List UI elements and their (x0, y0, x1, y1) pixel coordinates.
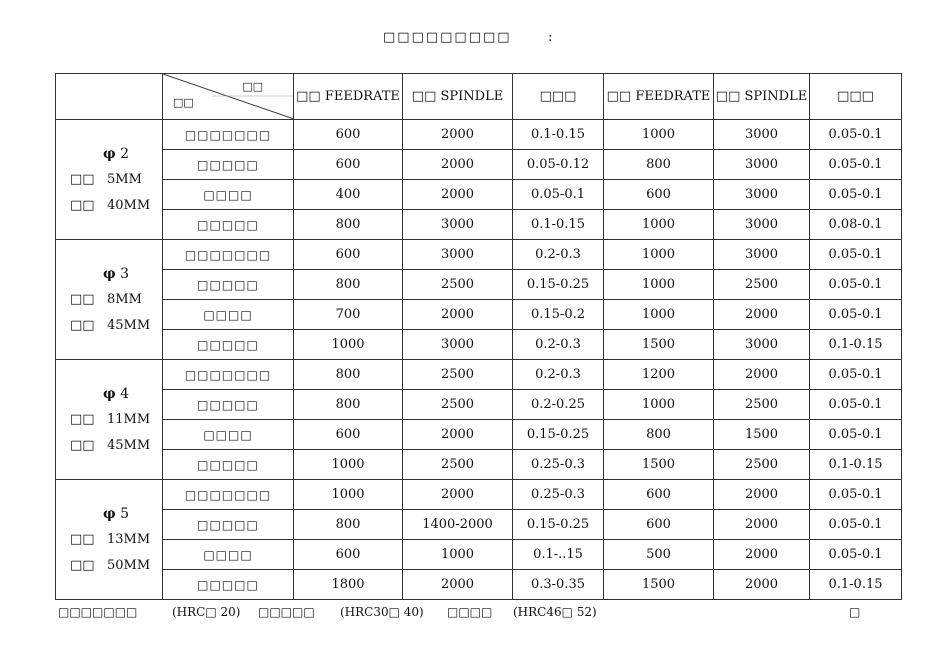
value-cell: 1000 (604, 120, 714, 150)
value-cell: 1800 (294, 570, 403, 600)
table-row (56, 390, 902, 420)
value-cell: 3000 (714, 330, 810, 360)
process-cell: □□□□ (163, 540, 294, 570)
tool-diameter-cell (56, 240, 163, 360)
value-cell: 500 (604, 540, 714, 570)
value-cell: 0.05-0.1 (810, 240, 902, 270)
process-cell: □□□□□□□ (163, 480, 294, 510)
value-cell: 1000 (604, 300, 714, 330)
value-cell: 2500 (403, 270, 513, 300)
value-cell: 1500 (604, 450, 714, 480)
table-row (56, 180, 902, 210)
table-row (56, 300, 902, 330)
value-cell: 0.05-0.1 (810, 120, 902, 150)
value-cell: 3000 (714, 240, 810, 270)
header-feedrate-2: □□ FEEDRATE (604, 74, 714, 120)
line1-label: □□ (70, 171, 95, 187)
value-cell: 1000 (604, 270, 714, 300)
tool-diameter-cell (56, 480, 163, 600)
value-cell: 2000 (714, 570, 810, 600)
value-cell: 0.05-0.1 (810, 390, 902, 420)
phi-symbol: φ (102, 505, 116, 522)
process-cell: □□□□ (163, 180, 294, 210)
value-cell: 0.05-0.1 (810, 300, 902, 330)
value-cell: 2000 (403, 150, 513, 180)
header-blank (56, 74, 163, 120)
tool-size: 5 (120, 505, 130, 522)
line1-label: □□ (70, 291, 95, 307)
value-cell: 1000 (294, 330, 403, 360)
header-feedrate-1: □□ FEEDRATE (294, 74, 403, 120)
footer-label-1: □□□□□□□ (58, 605, 138, 619)
value-cell: 2000 (403, 570, 513, 600)
value-cell: 2500 (714, 270, 810, 300)
title-colon: : (548, 30, 553, 45)
value-cell: 0.05-0.1 (810, 510, 902, 540)
table-row (56, 210, 902, 240)
value-cell: 3000 (714, 180, 810, 210)
value-cell: 0.2-0.3 (513, 360, 604, 390)
process-cell: □□□□□ (163, 150, 294, 180)
value-cell: 0.08-0.1 (810, 210, 902, 240)
value-cell: 600 (604, 510, 714, 540)
value-cell: 0.05-0.1 (810, 420, 902, 450)
value-cell: 1500 (714, 420, 810, 450)
header-spindle-2: □□ SPINDLE (714, 74, 810, 120)
value-cell: 2000 (714, 540, 810, 570)
phi-symbol: φ (102, 385, 116, 402)
line2-label: □□ (70, 317, 95, 333)
tool-size: 3 (120, 265, 130, 282)
value-cell: 0.05-0.1 (810, 480, 902, 510)
value-cell: 0.15-0.25 (513, 510, 604, 540)
value-cell: 0.15-0.25 (513, 270, 604, 300)
line1-label: □□ (70, 531, 95, 547)
footer-label-3: □□□□ (447, 605, 493, 619)
value-cell: 400 (294, 180, 403, 210)
value-cell: 0.1-0.15 (810, 330, 902, 360)
table-row (56, 540, 902, 570)
value-cell: 800 (294, 270, 403, 300)
value-cell: 3000 (714, 150, 810, 180)
value-cell: 600 (294, 420, 403, 450)
value-cell: 2000 (403, 180, 513, 210)
process-cell: □□□□□ (163, 330, 294, 360)
header-corner-bottom: □□ (173, 96, 194, 109)
title-text: □□□□□□□□□ (383, 30, 512, 45)
table-row (56, 270, 902, 300)
value-cell: 2500 (714, 390, 810, 420)
footer-hrc-2: (HRC30□ 40) (340, 605, 424, 619)
value-cell: 800 (604, 420, 714, 450)
value-cell: 2000 (403, 420, 513, 450)
tool-size: 2 (120, 145, 130, 162)
table-row (56, 450, 902, 480)
value-cell: 3000 (714, 120, 810, 150)
value-cell: 600 (294, 120, 403, 150)
process-cell: □□□□□□□ (163, 240, 294, 270)
value-cell: 1000 (604, 390, 714, 420)
value-cell: 3000 (403, 330, 513, 360)
value-cell: 2000 (403, 480, 513, 510)
header-row (56, 74, 902, 120)
value-cell: 800 (294, 360, 403, 390)
line2-value: 45MM (106, 317, 151, 333)
value-cell: 0.1-0.15 (513, 210, 604, 240)
header-corner-top: □□ (242, 80, 263, 93)
tool-diameter (70, 141, 162, 167)
tool-diameter-cell (56, 360, 163, 480)
value-cell: 600 (294, 540, 403, 570)
value-cell: 0.25-0.3 (513, 450, 604, 480)
value-cell: 3000 (403, 240, 513, 270)
value-cell: 0.05-0.12 (513, 150, 604, 180)
value-cell: 3000 (714, 210, 810, 240)
value-cell: 2000 (714, 480, 810, 510)
process-cell: □□□□ (163, 300, 294, 330)
table-row (56, 330, 902, 360)
value-cell: 2500 (403, 360, 513, 390)
footer-hrc-1: (HRC□ 20) (172, 605, 241, 619)
value-cell: 1000 (294, 480, 403, 510)
tool-size: 4 (120, 385, 130, 402)
table-row (56, 570, 902, 600)
process-cell: □□□□□ (163, 450, 294, 480)
process-cell: □□□□□□□ (163, 120, 294, 150)
value-cell: 2000 (714, 510, 810, 540)
line1-value: 11MM (106, 411, 151, 427)
phi-symbol: φ (102, 265, 116, 282)
process-cell: □□□□□ (163, 510, 294, 540)
value-cell: 2000 (403, 120, 513, 150)
line1-value: 13MM (106, 531, 151, 547)
value-cell: 0.15-0.25 (513, 420, 604, 450)
value-cell: 600 (604, 480, 714, 510)
tool-diameter (70, 501, 162, 527)
line1-value: 5MM (106, 171, 142, 187)
table-row (56, 150, 902, 180)
line1-label: □□ (70, 411, 95, 427)
header-spindle-1: □□ SPINDLE (403, 74, 513, 120)
value-cell: 0.1-..15 (513, 540, 604, 570)
cutting-parameters-table (55, 73, 902, 600)
tool-diameter (70, 261, 162, 287)
value-cell: 2000 (714, 300, 810, 330)
value-cell: 800 (294, 510, 403, 540)
table-row (56, 510, 902, 540)
tool-diameter (70, 381, 162, 407)
value-cell: 1500 (604, 570, 714, 600)
value-cell: 600 (604, 180, 714, 210)
tool-diameter-cell (56, 120, 163, 240)
value-cell: 0.1-0.15 (513, 120, 604, 150)
value-cell: 2000 (403, 300, 513, 330)
process-cell: □□□□□□□ (163, 360, 294, 390)
line2-value: 45MM (106, 437, 151, 453)
value-cell: 1400-2000 (403, 510, 513, 540)
value-cell: 800 (294, 210, 403, 240)
value-cell: 2500 (714, 450, 810, 480)
process-cell: □□□□□ (163, 570, 294, 600)
value-cell: 0.2-0.25 (513, 390, 604, 420)
value-cell: 1000 (403, 540, 513, 570)
header-depth-2: □□□ (810, 74, 902, 120)
footer-end: □ (849, 605, 861, 619)
process-cell: □□□□□ (163, 270, 294, 300)
value-cell: 0.1-0.15 (810, 450, 902, 480)
value-cell: 0.05-0.1 (810, 270, 902, 300)
value-cell: 0.2-0.3 (513, 240, 604, 270)
value-cell: 3000 (403, 210, 513, 240)
value-cell: 0.25-0.3 (513, 480, 604, 510)
table-row (56, 360, 902, 390)
value-cell: 2500 (403, 390, 513, 420)
value-cell: 0.05-0.1 (810, 180, 902, 210)
value-cell: 600 (294, 240, 403, 270)
value-cell: 0.15-0.2 (513, 300, 604, 330)
value-cell: 0.1-0.15 (810, 570, 902, 600)
value-cell: 1500 (604, 330, 714, 360)
process-cell: □□□□□ (163, 210, 294, 240)
header-depth-1: □□□ (513, 74, 604, 120)
line2-label: □□ (70, 557, 95, 573)
value-cell: 1000 (294, 450, 403, 480)
value-cell: 0.05-0.1 (810, 150, 902, 180)
line2-label: □□ (70, 197, 95, 213)
value-cell: 700 (294, 300, 403, 330)
line2-label: □□ (70, 437, 95, 453)
line2-value: 50MM (106, 557, 151, 573)
value-cell: 800 (294, 390, 403, 420)
value-cell: 800 (604, 150, 714, 180)
value-cell: 0.05-0.1 (513, 180, 604, 210)
footer-label-2: □□□□□ (258, 605, 315, 619)
value-cell: 0.3-0.35 (513, 570, 604, 600)
footer-hrc-3: (HRC46□ 52) (513, 605, 597, 619)
process-cell: □□□□ (163, 420, 294, 450)
line2-value: 40MM (106, 197, 151, 213)
phi-symbol: φ (102, 145, 116, 162)
table-row (56, 240, 902, 270)
document-title (0, 30, 950, 52)
value-cell: 600 (294, 150, 403, 180)
value-cell: 1000 (604, 240, 714, 270)
table-row (56, 420, 902, 450)
table-row (56, 120, 902, 150)
value-cell: 1200 (604, 360, 714, 390)
header-diagonal-cell (163, 74, 294, 120)
value-cell: 0.2-0.3 (513, 330, 604, 360)
process-cell: □□□□□ (163, 390, 294, 420)
value-cell: 0.05-0.1 (810, 540, 902, 570)
value-cell: 0.05-0.1 (810, 360, 902, 390)
line1-value: 8MM (106, 291, 142, 307)
value-cell: 2000 (714, 360, 810, 390)
value-cell: 1000 (604, 210, 714, 240)
value-cell: 2500 (403, 450, 513, 480)
table-row (56, 480, 902, 510)
